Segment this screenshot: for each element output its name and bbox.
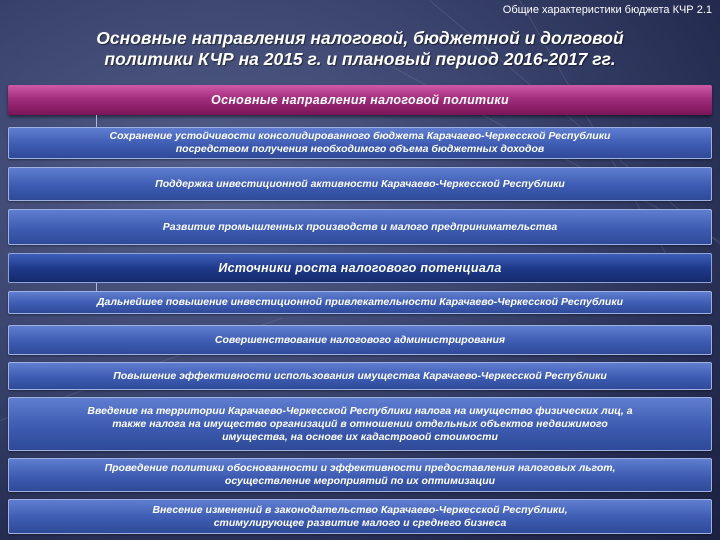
connector-line <box>96 283 97 291</box>
item-text-line: Сохранение устойчивости консолидированного бюджета Карачаево-Черкесской Республики <box>109 130 611 142</box>
item-text-line: также налога на имущество организаций в отношении отдельных объектов недвижимого <box>112 417 608 430</box>
tax-policy-heading <box>8 85 712 115</box>
item-text-line: стимулирующее развитие малого и среднего бизнеса <box>213 516 507 529</box>
item-text-line: Дальнейшее повышение инвестиционной привлекательности Карачаево-Черкесской Республики <box>96 296 624 308</box>
item-text-line: Проведение политики обоснованности и эффективности предоставления налоговых льгот, <box>104 462 616 474</box>
item-text-line: посредством получения необходимого объема бюджетных доходов <box>175 143 545 155</box>
slide-title-line: Основные направления налоговой, бюджетной и долговой <box>96 28 624 48</box>
item-text-line: Развитие промышленных производств и малого предпринимательства <box>162 220 558 233</box>
tax-policy-item <box>8 167 712 201</box>
tax-potential-heading-text: Источники роста налогового потенциала <box>218 261 502 275</box>
tax-policy-heading-text: Основные направления налоговой политики <box>211 93 509 107</box>
item-text-line: Поддержка инвестиционной активности Карачаево-Черкесской Республики <box>155 177 565 190</box>
tax-potential-item <box>8 458 712 492</box>
item-text-line: Повышение эффективности использования имущества Карачаево-Черкесской Республики <box>113 369 607 382</box>
slide-title-line: политики КЧР на 2015 г. и плановый период 2016-2017 гг. <box>104 49 616 69</box>
slide-title <box>0 28 720 70</box>
tax-policy-item <box>8 209 712 245</box>
item-text-line: имущества, на основе их кадастровой стоимости <box>222 430 498 443</box>
tax-potential-item <box>8 362 712 390</box>
item-text-line: Внесение изменений в законодательство Карачаево-Черкесской Республики, <box>152 503 568 516</box>
slide-section-label: Общие характеристики бюджета КЧР 2.1 <box>502 4 712 16</box>
tax-potential-item <box>8 325 712 355</box>
connector-line <box>96 115 97 127</box>
item-text-line: Совершенствование налогового администрирования <box>214 333 506 346</box>
tax-potential-item <box>8 499 712 534</box>
item-text-line: Введение на территории Карачаево-Черкесской Республики налога на имущество физических лиц, а <box>87 404 633 417</box>
tax-potential-item <box>8 397 712 451</box>
item-text-line: осуществление мероприятий по их оптимизации <box>224 475 496 487</box>
tax-policy-item <box>8 127 712 159</box>
tax-potential-item <box>8 291 712 314</box>
tax-potential-heading <box>8 253 712 283</box>
